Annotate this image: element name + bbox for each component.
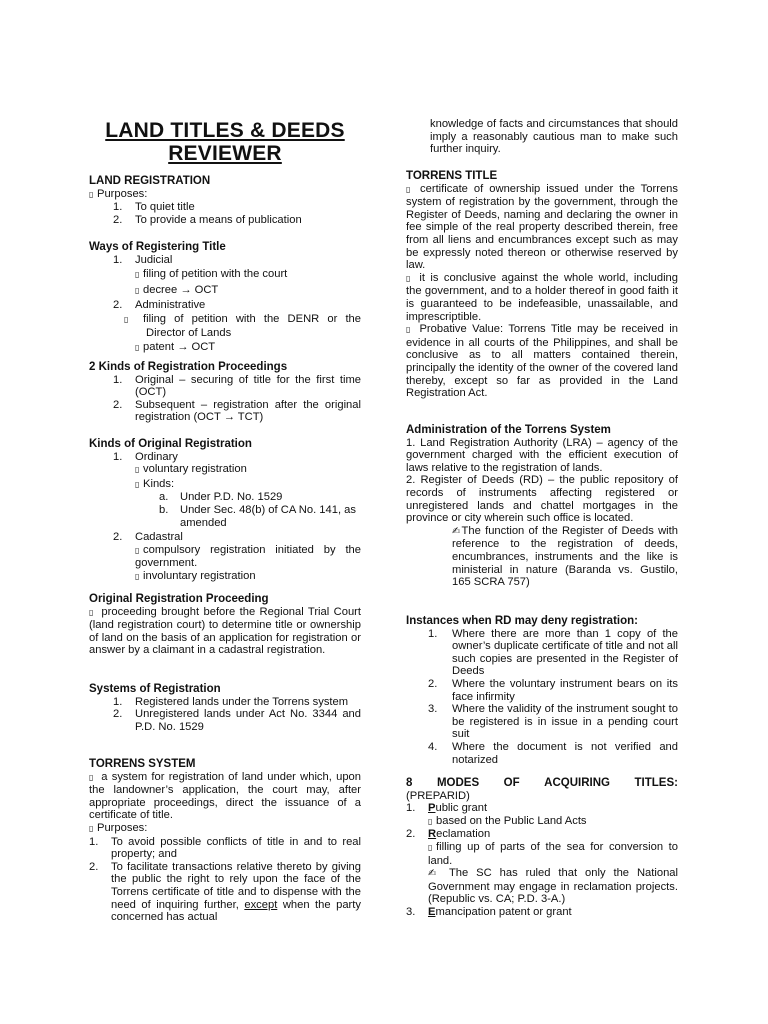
list-item: 2. Subsequent – registration after the original registration (OCT → TCT): [113, 398, 361, 424]
purposes-list: [89, 201, 361, 226]
section-torrens-system: TORRENS SYSTEM ▯ a system for registration of land under which, upon the landowner’s application, the court may, after appropriate proceedings, direct the issuance of a certificate of title. ▯ Purposes: 1. To avoid possible conflicts of title in and to real property; and 2. To facilitate transactions relative thereto by giving the public the right to rely upon the face of the Torrens certificate of title and to dispense with the need of inquiring further, except when the party concerned has actual: [89, 758, 361, 924]
list-item: 2. Unregistered lands under Act No. 3344 and P.D. No. 1529: [113, 708, 361, 733]
list-item: 1. Ordinary ▯ voluntary registration ▯ Kinds: a. Under P.D. No. 1529 b. Under Sec. 48(b) of CA No. 141, as amended: [113, 450, 356, 529]
list-item: 2. Reclamation ▯ filling up of parts of the sea for conversion to land. ✍ The SC has ruled that only the National Government may engage in reclamation projects. (Republic vs. CA; P.D. 3-A.): [406, 828, 678, 906]
list-item: 1. Where there are more than 1 copy of the owner’s duplicate certificate of title and not all such copies are presented in the Register of Deeds: [428, 627, 678, 678]
section-deny-registration: Instances when RD may deny registration: 1. Where there are more than 1 copy of the owner’s duplicate certificate of title and not all such copies are presented in the Register of Deeds 2. Where the voluntary instrument bears on its face infirmity 3. Where the validity of the instrument sought to be registered is in issue in a pending court suit 4. Where the document is not verified and notarized: [406, 615, 678, 766]
purposes-label: ▯ Purposes:: [89, 187, 148, 200]
list-item: 2. Administrative ▯ filing of petition with the DENR or the Director of Lands ▯ patent → OCT: [113, 299, 361, 354]
section-kinds-of-proceedings: 2 Kinds of Registration Proceedings 1. Original – securing of title for the first time (OCT) 2. Subsequent – registration after the original registration (OCT → TCT): [89, 361, 361, 424]
list-item: 1. To avoid possible conflicts of title in and to real property; and: [89, 835, 361, 861]
section-heading: LAND REGISTRATION: [89, 175, 211, 187]
list-item: 4. Where the document is not verified and notarized: [428, 740, 678, 766]
list-item: 2. Cadastral ▯ compulsory registration initiated by the government. ▯ involuntary registration: [113, 531, 361, 582]
pen-icon: ✍: [452, 525, 462, 537]
list-item: 1. To quiet title: [113, 201, 195, 214]
list-item: 3. Where the validity of the instrument sought to be registered is in issue in a pending court suit: [428, 703, 678, 741]
list-item: 3. Emancipation patent or grant: [406, 905, 572, 918]
list-item: 1. Registered lands under the Torrens system: [113, 695, 349, 708]
list-item: 2. To provide a means of publication: [113, 213, 302, 226]
list-item: 2. To facilitate transactions relative thereto by giving the public the right to rely upon the face of the Torrens certificate of title and to dispense with the need of inquiring further, except when the party concerned has actual: [89, 860, 361, 924]
document-title: LAND TITLES & DEEDS REVIEWER: [105, 119, 345, 165]
list-item: 1. Public grant ▯ based on the Public Land Acts: [406, 802, 587, 827]
section-systems: Systems of Registration 1. Registered lands under the Torrens system 2. Unregistered lands under Act No. 3344 and P.D. No. 1529: [89, 683, 361, 733]
section-land-registration: [89, 175, 361, 226]
list-item: 2. Where the voluntary instrument bears on its face infirmity: [428, 677, 678, 703]
continued-text: knowledge of facts and circumstances that should imply a reasonably cautious man to make such further inquiry.: [430, 118, 678, 156]
modes-heading: 8 MODES OF ACQUIRING TITLES:: [406, 777, 678, 789]
section-modes: 8 MODES OF ACQUIRING TITLES: (PREPARID) 1. Public grant ▯ based on the Public Land Acts 2. Reclamation ▯ filling up of parts of the sea for conversion to land. ✍ The SC has ruled that only the National Government may engage in reclamation projects. (Republic vs. CA; P.D. 3-A.) 3. Emancipation patent or grant: [406, 777, 678, 918]
pen-icon: ✍: [428, 868, 442, 880]
section-kinds-of-original: Kinds of Original Registration 1. Ordinary ▯ voluntary registration ▯ Kinds: a. Under P.D. No. 1529 b. Under Sec. 48(b) of CA No. 141, as amended 2. Cadastral ▯ compulsory registration initiated by the government. ▯ involuntary registration: [89, 438, 361, 582]
list-item: 1. Judicial ▯ filing of petition with the court ▯ decree → OCT: [113, 253, 288, 296]
section-ways-of-registering: Ways of Registering Title 1. Judicial ▯ filing of petition with the court ▯ decree → OCT 2. Administrative ▯ filing of petition with the DENR or the Director of Lands ▯ patent → OCT: [89, 241, 361, 354]
section-administration: Administration of the Torrens System 1. Land Registration Authority (LRA) – agency of the government charged with the efficient execution of laws relative to the registration of lands. 2. Register of Deeds (RD) – the public repository of records of instruments affecting registered or unregistered lands and chattel mortgages in the province or city wherein such office is located. ✍The function of the Register of Deeds with reference to the registration of deeds, encumbrances, instruments and the like is ministerial in nature (Baranda vs. Gustilo, 165 SCRA 757): [406, 424, 678, 589]
section-original-proceeding: Original Registration Proceeding ▯ proceeding brought before the Regional Trial Court (land registration court) to determine title or ownership of land on the basis of an application for registration or answer by a claimant in a cadastral registration.: [89, 593, 361, 657]
list-item: 1. Original – securing of title for the first time (OCT): [113, 373, 361, 399]
section-torrens-title: TORRENS TITLE ▯ certificate of ownership issued under the Torrens system of registration by the government, through the Register of Deeds, naming and declaring the owner in fee simple of the real property described therein, free from all liens and encumbrances except such as may be expressly noted thereon or otherwise reserved by law. ▯ it is conclusive against the whole world, including the government, and to a holder thereof in good faith it is guaranteed to be indefeasible, unassailable, and imprescriptible. ▯ Probative Value: Torrens Title may be received in evidence in all courts of the Philippines, and shall be conclusive as to all matters contained therein, principally the identity of the owner of the covered land thereby, except so far as provided in the Land Registration Act.: [406, 170, 679, 400]
bullet-icon: ▯: [89, 189, 94, 199]
